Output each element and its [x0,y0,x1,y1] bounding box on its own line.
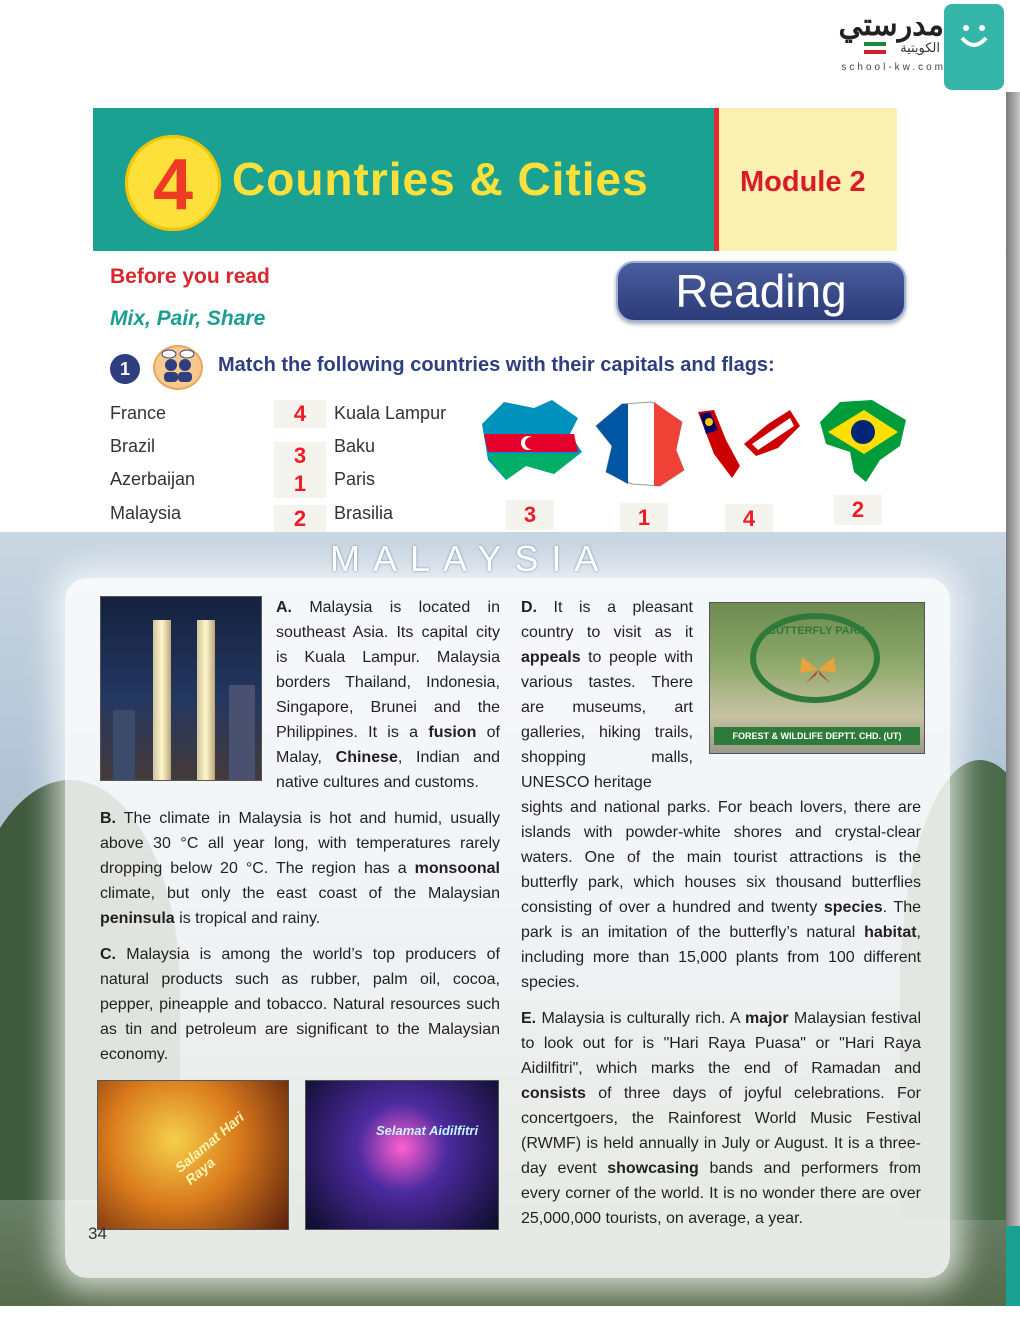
brand-name: مدرستي [838,9,944,42]
capital-answer-box[interactable]: 2 [274,505,326,533]
capital-item: Paris [334,469,376,489]
paragraph-e: E. Malaysia is culturally rich. A major Malaysian festival to look out for is "Hari Raya Puasa" or "Hari Raya Aidilfitri", which marks the end of Ramadan and consists of three days of joyful celebrations. For concertgoers, the Rainforest World Music Festival (RWMF) is held annually in July or August. It is a three-day event showcasing bands and performers from every corner of the world. It is no wonder there are over 25,000,000 tourists, on average, a year. [521,1010,922,1227]
butterfly-park-photo [709,602,925,754]
unit-title: Countries & Cities [232,153,649,205]
country-item: Brazil [110,436,156,456]
malaysia-map-flag-icon [694,404,804,484]
paragraph-b: B. The climate in Malaysia is hot and humid, usually above 30 °C all year long, with temperatures rarely dropping below 20 °C. The region has a monsoonal climate, but only the east coast of the Malaysian peninsula is tropical and rainy. [100,810,500,927]
country-item: Azerbaijan [110,469,196,489]
capital-item: Brasilia [334,503,394,523]
page-edge-tab [1006,1226,1020,1306]
flag-answer-box[interactable]: 3 [506,500,554,530]
country-item: France [110,403,167,423]
capital-item: Baku [334,436,376,456]
tower-right [197,620,215,780]
reading-badge: Reading [616,261,906,322]
building [229,685,255,780]
lantern-text: Salamat Hari Raya [171,1108,248,1188]
aidilfitri-lights-photo [305,1080,499,1230]
paragraph-a: A. Malaysia is located in southeast Asia. Its capital city is Kuala Lampur. Malaysia borders Thailand, Indonesia, Singapore, Brunei and the Philippines. It is a fusion of Malay, Chinese, Indian and native cultures and customs. [276,599,501,791]
before-you-read-heading: Before you read [110,265,270,288]
capital-answer-box[interactable]: 1 [274,470,326,498]
pair-work-icon [153,345,203,390]
unit-number: 4 [125,135,221,231]
brand-site: school-kw.com [841,62,946,73]
azerbaijan-map-flag-icon [474,394,586,484]
exercise-instruction: Match the following countries with their capitals and flags: [218,354,775,376]
capital-item: Kuala Lampur [334,403,447,423]
module-label: Module 2 [740,166,866,198]
butterfly-icon [798,655,838,685]
paragraph-d-continued: sights and national parks. For beach lovers, there are islands with powder-white shores and crystal-clear waters. One of the main tourist attractions is the butterfly park, which houses six thousand butterflies consisting of over a hundred and twenty species. The park is an imitation of the butterfly’s natural habitat, including more than 15,000 plants from 100 different species. [521,799,921,991]
lights-text: Selamat Aidilfitri [376,1123,479,1138]
capital-answer-box[interactable]: 3 [274,442,326,470]
exercise-number: 1 [110,354,140,384]
paragraph-c: C. Malaysia is among the world’s top producers of natural products such as rubber, palm oil, cocoa, pepper, pineapple and tobacco. Natural resources such as tin and petroleum are significant to the Malaysian economy. [100,946,500,1063]
flag-answer-box[interactable]: 2 [834,495,882,525]
flag-answer-box[interactable]: 1 [620,503,668,533]
capital-answer-box[interactable]: 4 [274,400,326,428]
page-edge [1006,92,1020,1228]
park-sign-bottom: FOREST & WILDLIFE DEPTT. CHD. (UT) [714,727,920,745]
brand-subtitle: الكويتية [900,40,940,55]
france-map-flag-icon [592,400,690,490]
hari-raya-lantern-photo [97,1080,289,1230]
page-number: 34 [88,1224,107,1243]
tower-left [153,620,171,780]
brazil-map-flag-icon [810,396,914,486]
country-item: Malaysia [110,503,182,523]
flag-answer-box[interactable]: 4 [725,504,773,534]
petronas-towers-photo [100,596,262,781]
park-sign-top: BUTTERFLY PARK [768,625,866,637]
mix-pair-share-heading: Mix, Pair, Share [110,307,266,330]
brand-logo-icon [944,4,1004,90]
article-title: MALAYSIA [330,538,612,579]
building [113,710,135,780]
paragraph-d: D. It is a pleasant country to visit as it appeals to people with various tastes. There are museums, art galleries, hiking trails, shopping malls, UNESCO heritage [521,599,693,791]
